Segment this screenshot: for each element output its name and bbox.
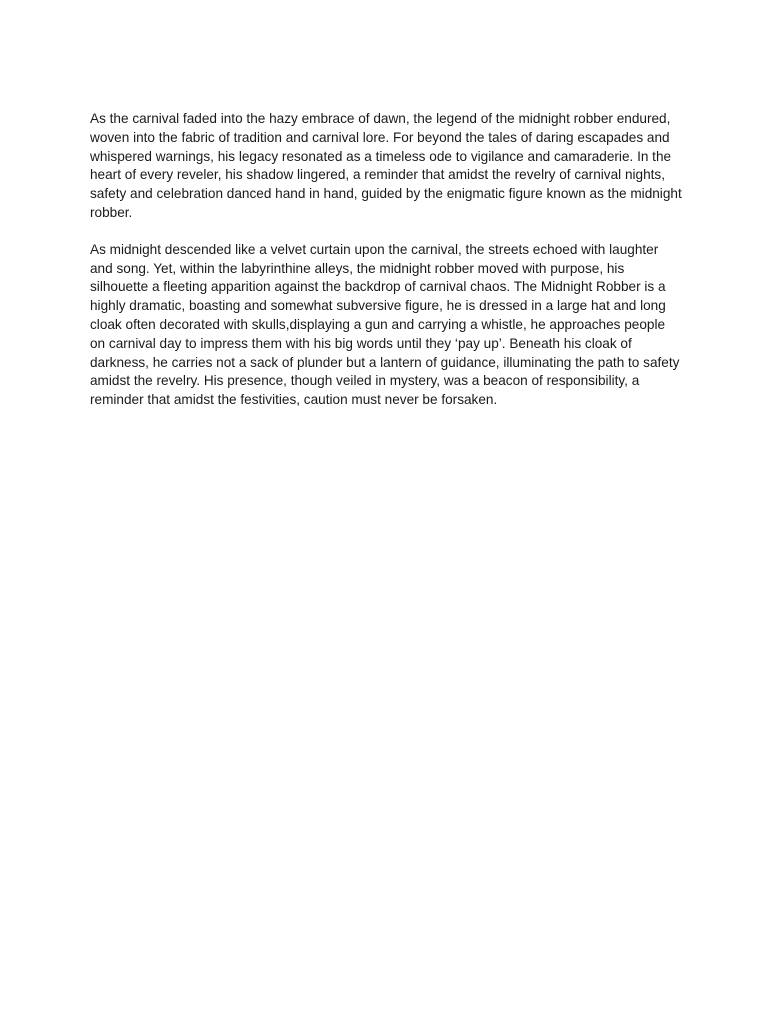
paragraph-1: As the carnival faded into the hazy embrace of dawn, the legend of the midnight robber endured, woven into the fabric of tradition and carnival lore. For beyond the tales of daring escapades and whispered warnings, his legacy resonated as a timeless ode to vigilance and camaraderie. In the heart of every reveler, his shadow lingered, a reminder that amidst the revelry of carnival nights, safety and celebration danced hand in hand, guided by the enigmatic figure known as the midnight robber. xyxy=(90,111,682,220)
paragraph-2: As midnight descended like a velvet curtain upon the carnival, the streets echoed with laughter and song. Yet, within the labyrinthine alleys, the midnight robber moved with purpose, his silhouette a fleeting apparition against the backdrop of carnival chaos. The Midnight Robber is a highly dramatic, boasting and somewhat subversive figure, he is dressed in a large hat and long cloak often decorated with skulls,displaying a gun and carrying a whistle, he approaches people on carnival day to impress them with his big words until they ‘pay up’. Beneath his cloak of darkness, he carries not a sack of plunder but a lantern of guidance, illuminating the path to safety amidst the revelry. His presence, though veiled in mystery, was a beacon of responsibility, a reminder that amidst the festivities, caution must never be forsaken. xyxy=(90,241,680,408)
document-body xyxy=(90,110,682,428)
